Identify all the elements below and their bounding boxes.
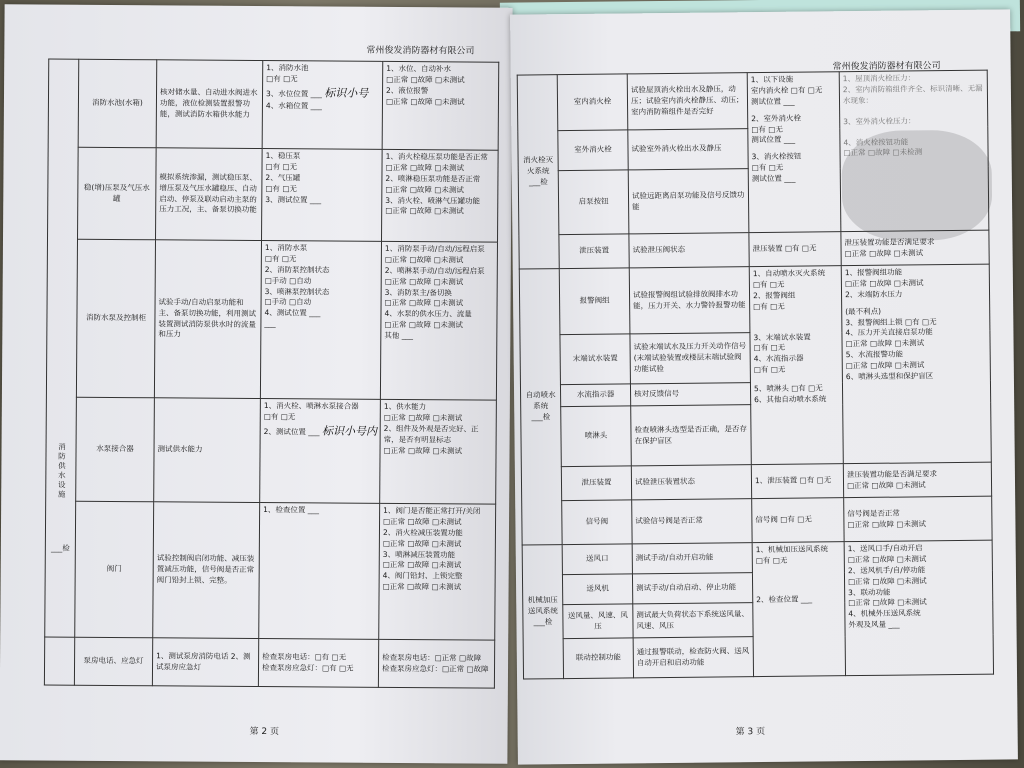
- item-name: 泄压装置: [559, 234, 629, 269]
- group-label: 机械加压送风系统: [527, 595, 558, 616]
- page-number-right: 第 3 页: [735, 727, 766, 738]
- table-row: [48, 59, 499, 150]
- item-name: 稳(增)压泵及气压水罐: [78, 147, 157, 240]
- company-header-right: 常州俊发消防器材有限公司: [832, 61, 941, 73]
- item-name: 水泵接合器: [76, 397, 155, 502]
- item-desc: 检查喷淋头选型是否正确，是否存在保护盲区: [631, 405, 752, 466]
- group-label-cell: 消火栓灭火系统 ___检: [517, 75, 559, 269]
- check-cell[interactable]: 1、消火栓、喷淋水泵接合器 □有 □无 2、测试位置 ___ 标识小号内: [260, 399, 381, 504]
- group-label-cell: 自动喷水系统 ___检: [519, 269, 562, 545]
- item-name: 泄压装置: [561, 466, 631, 501]
- item-name: 报警阀组: [559, 268, 630, 335]
- table-row: [45, 501, 496, 640]
- item-name: 消防水池(水箱): [78, 59, 157, 148]
- result-cell[interactable]: 1、消防泵手动/自动/远程启泵 □正常 □故障 □未测试 2、喷淋泵手动/自动/远程启泵 □正常 □故障 □未测试 3、消防泵主/备切换 □正常 □故障 □未测试 4、水泵的供水压力、流量 □正常 □故障 □未测试 其他 ___: [380, 241, 497, 400]
- handwritten-note: 标识小号: [324, 86, 369, 100]
- group-label: 消火栓灭火系统: [523, 155, 554, 176]
- item-desc: 试验远距离启泵功能及信号反馈功能: [628, 169, 749, 234]
- check-cell[interactable]: 1、检查位置 ___: [259, 503, 380, 640]
- result-cell[interactable]: 1、送风口手/自动开启 □正常 □故障 □未测试 2、送风机手/自/停功能 □正常 □故障 □未测试 3、联动功能 □正常 □故障 □未测试 4、机械外压送风系统 外观及风量 ___: [844, 540, 993, 676]
- item-desc: 试验泄压装置状态: [631, 465, 751, 500]
- company-header-left: 常州俊发消防器材有限公司: [366, 45, 475, 57]
- item-name: 喷淋头: [561, 406, 632, 467]
- check-cell[interactable]: 检查泵房电话：□有 □无 检查泵房应急灯：□有 □无: [258, 639, 378, 688]
- group-label: 自动喷水系统: [525, 390, 556, 411]
- table-row: [522, 496, 992, 545]
- check-label: 检: [62, 543, 70, 553]
- item-desc: 试验末端试水及压力开关动作信号(末端试验装置或楼层末端试验阀功能试验: [630, 333, 751, 384]
- item-desc: 核对反馈信号: [630, 383, 750, 406]
- item-name: 送风口: [562, 544, 632, 575]
- result-cell[interactable]: 泄压装置功能是否满足要求 □正常 □故障 □未测试: [843, 462, 991, 498]
- table-row: [521, 462, 991, 501]
- table-row: [522, 540, 992, 575]
- left-page: [0, 4, 513, 764]
- check-cell[interactable]: 1、消防水泵 □有 □无 2、消防泵控制状态 □手动 □自动 3、喷淋泵控制状态 □手动 □自动 4、测试位置 ___ ___: [260, 241, 381, 400]
- item-desc: 试验信号阀是否正常: [632, 499, 752, 544]
- page-number-left: 第 2 页: [249, 726, 280, 738]
- item-desc: 测试供水能力: [154, 398, 261, 503]
- result-cell[interactable]: 1、消火栓稳压泵功能是否正常 □正常 □故障 □未测试 2、喷淋稳压泵功能是否正常 □正常 □故障 □未测试 3、消火栓、喷淋气压罐功能 □正常 □故障 □未测试: [381, 149, 498, 242]
- handwritten-note: 标识小号内: [321, 424, 378, 438]
- item-name: 启泵按钮: [558, 170, 629, 235]
- item-desc: 试验泄压阀状态: [629, 233, 749, 268]
- check-cell[interactable]: 泄压装置 □有 □无: [749, 232, 841, 267]
- check-cell[interactable]: 信号阀 □有 □无: [752, 498, 844, 543]
- item-desc: 试验室外消火栓出水及静压: [628, 129, 748, 170]
- item-desc: 通过报警联动，检查防火阀、送风自动开启和启动功能: [633, 637, 753, 678]
- item-desc: 1、测试泵房消防电话 2、测试泵房应急灯: [152, 638, 258, 687]
- item-desc: 模拟系统渗漏，测试稳压泵、增压泵及气压水罐稳压、自动启动、停泵及联动启动主泵的压力工况，主、备泵切换功能: [156, 148, 263, 241]
- item-name: 联动控制功能: [563, 638, 633, 679]
- check-cell[interactable]: 1、泄压装置 □有 □无: [751, 464, 843, 499]
- scan-smudge: [841, 130, 992, 242]
- item-desc: 测试手动/自动开启功能: [632, 543, 752, 574]
- result-cell[interactable]: 泄压装置功能是否满足要求 □正常 □故障 □未测试: [841, 230, 989, 266]
- blank-cell: [44, 637, 74, 685]
- item-name: 末端试水装置: [560, 334, 631, 385]
- item-desc: 核对储水量、自动进水阀进水功能，液位检测装置报警功能，测试消防水箱供水能力: [156, 60, 263, 149]
- item-desc: 试验屋顶消火栓出水及静压，动压；试验室内消火栓静压、动压；室内消防箱组件是否完好: [627, 73, 748, 130]
- table-row: [44, 637, 494, 688]
- result-cell[interactable]: 1、供水能力 □正常 □故障 □未测试 2、组件及外观是否完好、正常，是否有明显标志 □正常 □故障 □未测试: [380, 399, 497, 504]
- table-row: [46, 239, 497, 400]
- item-name: 阀门: [75, 501, 154, 638]
- item-name: 送风机: [562, 574, 632, 605]
- item-desc: 试验手动/自动启泵功能和主、备泵切换功能，利用测试装置测试消防泵供水时的流量和压力: [154, 240, 261, 399]
- result-cell[interactable]: 1、阀门是否能正常打开/关闭 □正常 □故障 □未测试 2、消火栓减压装置功能 □正常 □故障 □未测试 3、喷淋减压装置功能 □正常 □故障 □未测试 4、阀门铅封、上锁完整 □正常 □故障 □未测试: [379, 503, 496, 640]
- item-name: 室内消火栓: [557, 74, 628, 131]
- result-cell[interactable]: 1、报警阀组功能 □正常 □故障 □未测试 2、末端防水压力 (最不利点) 3、报警阀组上锁 □有 □无 4、压力开关直接启泵功能 □正常 □故障 □未测试 5、水流报警功能 □正常 □故障 □未测试 6、喷淋头选型和保护盲区: [841, 264, 991, 464]
- result-cell[interactable]: 1、屋顶消火栓压力： 2、室内消防箱组件齐全、标识清晰、无漏水现象： 3、室外消火栓压力： 4、消火栓按钮功能 □正常 □故障 □未检测: [839, 70, 989, 232]
- check-cell[interactable]: 1、机械加压送风系统 □有 □无 2、检查位置 ___: [752, 542, 845, 677]
- result-cell[interactable]: 检查泵房电话：□正常 □故障 检查泵房应急灯：□正常 □故障: [378, 639, 494, 688]
- check-cell[interactable]: 1、消防水池 □有 □无 3、水位位置 ___ 标识小号 4、水箱位置 ___: [262, 61, 383, 150]
- item-desc: 测试最大负荷状态下系统送风量、风速、风压: [633, 603, 753, 638]
- check-cell[interactable]: 1、自动喷水灭火系统 □有 □无 2、报警阀组 □有 □无 3、末端试水装置 □有 □无 4、水流指示器 □有 □无 5、喷淋头 □有 □无 6、其他自动喷水系统: [749, 266, 843, 465]
- table-row: [48, 147, 499, 242]
- table-row: [519, 264, 990, 335]
- result-cell[interactable]: 1、水位、自动补水 □正常 □故障 □未测试 2、液位报警 □正常 □故障 □未测试: [382, 61, 499, 150]
- section-cell: 消防供水设施 ___检: [45, 59, 79, 637]
- table-row: [46, 397, 497, 504]
- right-page: [510, 9, 1018, 764]
- check-cell[interactable]: 1、以下设施 室内消火栓 □有 □无 测试位置 ___ 2、室外消火栓 □有 □无 测试位置 ___ 3、消火栓按钮 □有 □无 测试位置 ___: [747, 72, 841, 233]
- item-desc: 试验报警阀组试验排放阀排水功能，压力开关、水力警铃报警功能: [629, 267, 750, 334]
- item-name: 消防水泵及控制柜: [76, 239, 155, 398]
- table-row: [517, 70, 988, 131]
- item-desc: 测试手动/自动启动、停止功能: [632, 573, 752, 604]
- item-name: 室外消火栓: [558, 130, 628, 171]
- check-cell[interactable]: 1、稳压泵 □有 □无 2、气压罐 □有 □无 3、测试位置 ___: [262, 149, 383, 242]
- section-label: 消防供水设施: [57, 442, 67, 500]
- left-inspection-table: [44, 59, 499, 689]
- group-label-cell: 机械加压送风系统 ___检: [522, 545, 563, 679]
- item-desc: 试验控制阀启闭功能、减压装置减压功能，信号阀是否正常阀门铅封上锁、完整。: [153, 502, 260, 639]
- item-name: 水流指示器: [560, 384, 630, 407]
- item-name: 泵房电话、应急灯: [74, 637, 152, 686]
- item-name: 信号阀: [562, 500, 632, 545]
- item-name: 送风量、风速、风压: [563, 604, 633, 639]
- result-cell[interactable]: 信号阀是否正常 □正常 □故障 □未测试: [844, 496, 992, 542]
